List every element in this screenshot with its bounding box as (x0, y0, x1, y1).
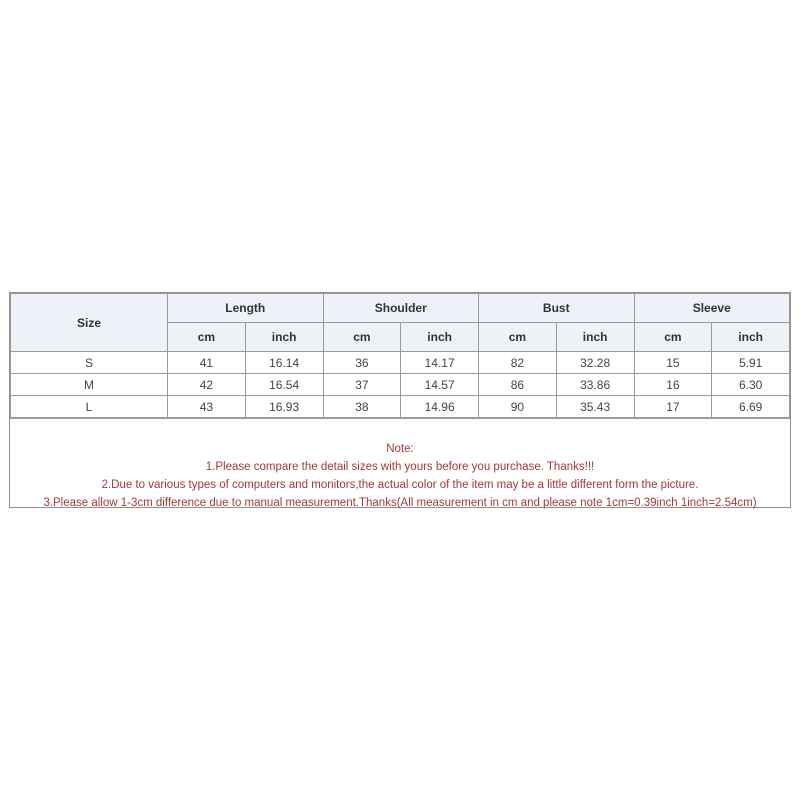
table-cell: 6.30 (712, 374, 790, 396)
table-cell: 14.17 (401, 352, 479, 374)
table-cell: 37 (323, 374, 401, 396)
table-cell: 35.43 (556, 396, 634, 418)
unit-header: inch (401, 323, 479, 352)
size-table (10, 293, 790, 418)
table-cell: 36 (323, 352, 401, 374)
table-cell: 15 (634, 352, 712, 374)
unit-header: inch (245, 323, 323, 352)
table-cell: 17 (634, 396, 712, 418)
notes-section (10, 418, 790, 512)
unit-header: inch (556, 323, 634, 352)
table-cell: 32.28 (556, 352, 634, 374)
note-title: Note: (386, 443, 414, 455)
table-cell: 16 (634, 374, 712, 396)
shoulder-header: Shoulder (323, 294, 479, 323)
table-cell: 86 (479, 374, 557, 396)
table-cell: 38 (323, 396, 401, 418)
note-line: 2.Due to various types of computers and monitors,the actual color of the item may be a little different form the picture. (101, 479, 699, 491)
table-row (11, 352, 790, 374)
bust-header: Bust (479, 294, 635, 323)
table-cell: 43 (168, 396, 246, 418)
table-row (11, 374, 790, 396)
note-line: 3.Please allow 1-3cm difference due to manual measurement.Thanks(All measurement in cm and please note 1cm=0.39inch 1inch=2.54cm) (43, 497, 757, 509)
table-cell: 6.69 (712, 396, 790, 418)
table-cell: 42 (168, 374, 246, 396)
table-row (11, 396, 790, 418)
unit-header: cm (168, 323, 246, 352)
table-cell: 14.96 (401, 396, 479, 418)
unit-header: inch (712, 323, 790, 352)
group-header-row (11, 294, 790, 323)
sleeve-header: Sleeve (634, 294, 790, 323)
table-cell: 5.91 (712, 352, 790, 374)
table-cell: 90 (479, 396, 557, 418)
table-cell: 16.54 (245, 374, 323, 396)
size-chart (9, 292, 791, 508)
table-cell: 82 (479, 352, 557, 374)
table-cell: 16.93 (245, 396, 323, 418)
size-cell: M (11, 374, 168, 396)
unit-header: cm (323, 323, 401, 352)
table-cell: 16.14 (245, 352, 323, 374)
unit-header: cm (634, 323, 712, 352)
length-header: Length (168, 294, 324, 323)
note-line: 1.Please compare the detail sizes with yours before you purchase. Thanks!!! (205, 461, 595, 473)
table-cell: 41 (168, 352, 246, 374)
size-cell: S (11, 352, 168, 374)
unit-header: cm (479, 323, 557, 352)
table-cell: 14.57 (401, 374, 479, 396)
size-header: Size (11, 294, 168, 352)
table-cell: 33.86 (556, 374, 634, 396)
size-cell: L (11, 396, 168, 418)
